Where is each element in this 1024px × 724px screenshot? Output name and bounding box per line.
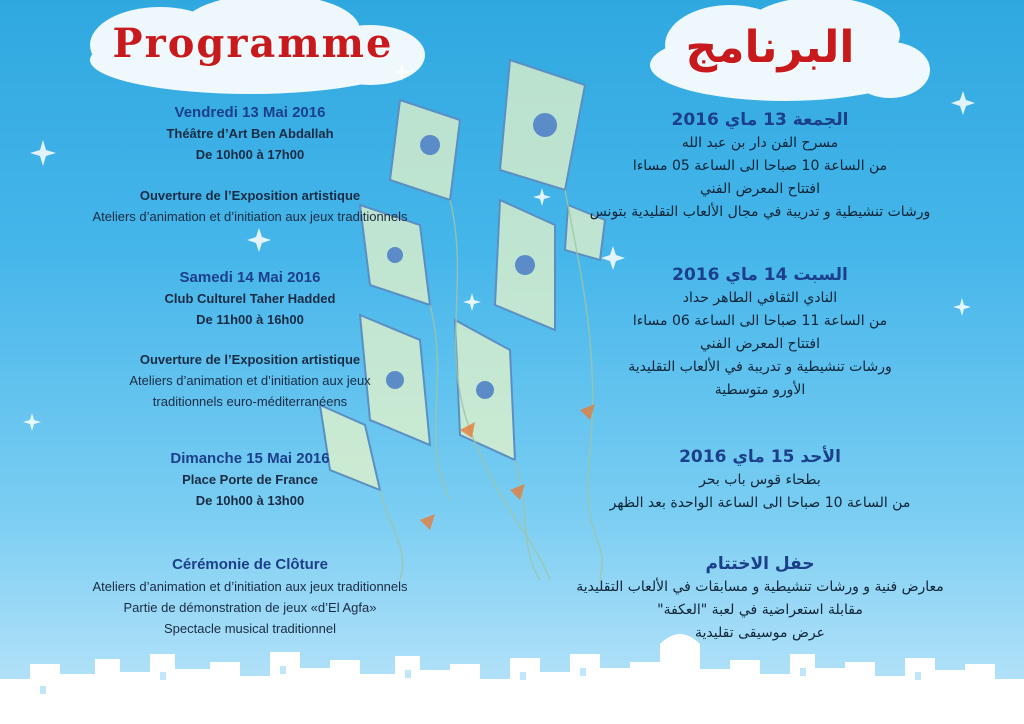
fr-closing-title: Cérémonie de Clôture — [172, 556, 328, 573]
fr-day1-activities — [40, 185, 460, 227]
ar-day3 — [540, 445, 980, 515]
fr-closing-line3: Spectacle musical traditionnel — [164, 621, 336, 636]
fr-day2-activity: Ouverture de l’Exposition artistique — [139, 352, 361, 367]
ar-day1 — [540, 108, 980, 224]
fr-day3-time: De 10h00 à 13h00 — [195, 493, 305, 508]
fr-closing-line1: Ateliers d’animation et d’initiation aux jeux traditionnels — [92, 579, 408, 594]
ar-day2-date: السبت 14 ماي 2016 — [672, 265, 848, 285]
fr-day2-activities — [40, 349, 460, 412]
ar-day1-activity: افتتاح المعرض الفني — [699, 181, 821, 197]
ar-day1-time: من الساعة 10 صباحا الى الساعة 05 مساءا — [632, 158, 888, 174]
ar-closing-title: حفل الاختتام — [705, 554, 815, 574]
fr-day1-venue: Théâtre d’Art Ben Abdallah — [166, 126, 334, 141]
fr-day3-date: Dimanche 15 Mai 2016 — [170, 450, 330, 467]
fr-day1-activity: Ouverture de l’Exposition artistique — [139, 188, 361, 203]
ar-day3-date: الأحد 15 ماي 2016 — [679, 447, 841, 467]
ar-day2-detail2: الأورو متوسطية — [714, 382, 806, 398]
fr-day1 — [40, 103, 460, 165]
fr-day2-time: De 11h00 à 16h00 — [196, 312, 304, 327]
ar-day2-venue: النادي الثقافي الطاهر حداد — [682, 290, 838, 306]
fr-closing-line2: Partie de démonstration de jeux «d’El Agfa» — [123, 600, 377, 615]
fr-day2-date: Samedi 14 Mai 2016 — [179, 269, 321, 286]
ar-day3-time: من الساعة 10 صباحا الى الساعة الواحدة بعد الظهر — [609, 495, 911, 511]
ar-day1-date: الجمعة 13 ماي 2016 — [671, 110, 849, 130]
fr-day2 — [40, 268, 460, 330]
fr-day3 — [40, 449, 460, 511]
ar-closing-line1: معارض فنية و ورشات تنشيطية و مسابقات في الألعاب التقليدية — [576, 579, 944, 595]
ar-day1-venue: مسرح الفن دار بن عبد الله — [681, 135, 839, 151]
ar-closing-line2: مقابلة استعراضية في لعبة "العكفة" — [657, 602, 863, 618]
ar-day2 — [540, 263, 980, 402]
fr-day2-detail1: Ateliers d’animation et d’initiation aux jeux — [129, 373, 371, 388]
fr-day2-venue: Club Culturel Taher Hadded — [164, 291, 336, 306]
ar-day2-detail1: ورشات تنشيطية و تدريبة في الألعاب التقليدية — [628, 359, 892, 375]
ar-day3-venue: بطحاء قوس باب بحر — [699, 472, 821, 488]
fr-day1-detail: Ateliers d’animation et d’initiation aux jeux traditionnels — [92, 209, 408, 224]
title-arabic: البرنامج — [685, 22, 855, 73]
fr-day1-time: De 10h00 à 17h00 — [195, 147, 305, 162]
fr-day1-date: Vendredi 13 Mai 2016 — [174, 104, 326, 121]
fr-day2-detail2: traditionnels euro-méditerranéens — [152, 394, 348, 409]
ar-day2-activity: افتتاح المعرض الفني — [699, 336, 821, 352]
ar-day1-detail: ورشات تنشيطية و تدريبة في مجال الألعاب التقليدية بتونس — [589, 204, 931, 220]
city-skyline — [0, 624, 1024, 724]
fr-day3-venue: Place Porte de France — [182, 472, 318, 487]
ar-day2-time: من الساعة 11 صباحا الى الساعة 06 مساءا — [632, 313, 888, 329]
ar-closing-line3: عرض موسيقى تقليدية — [695, 625, 825, 641]
title-french: Programme — [112, 20, 394, 67]
